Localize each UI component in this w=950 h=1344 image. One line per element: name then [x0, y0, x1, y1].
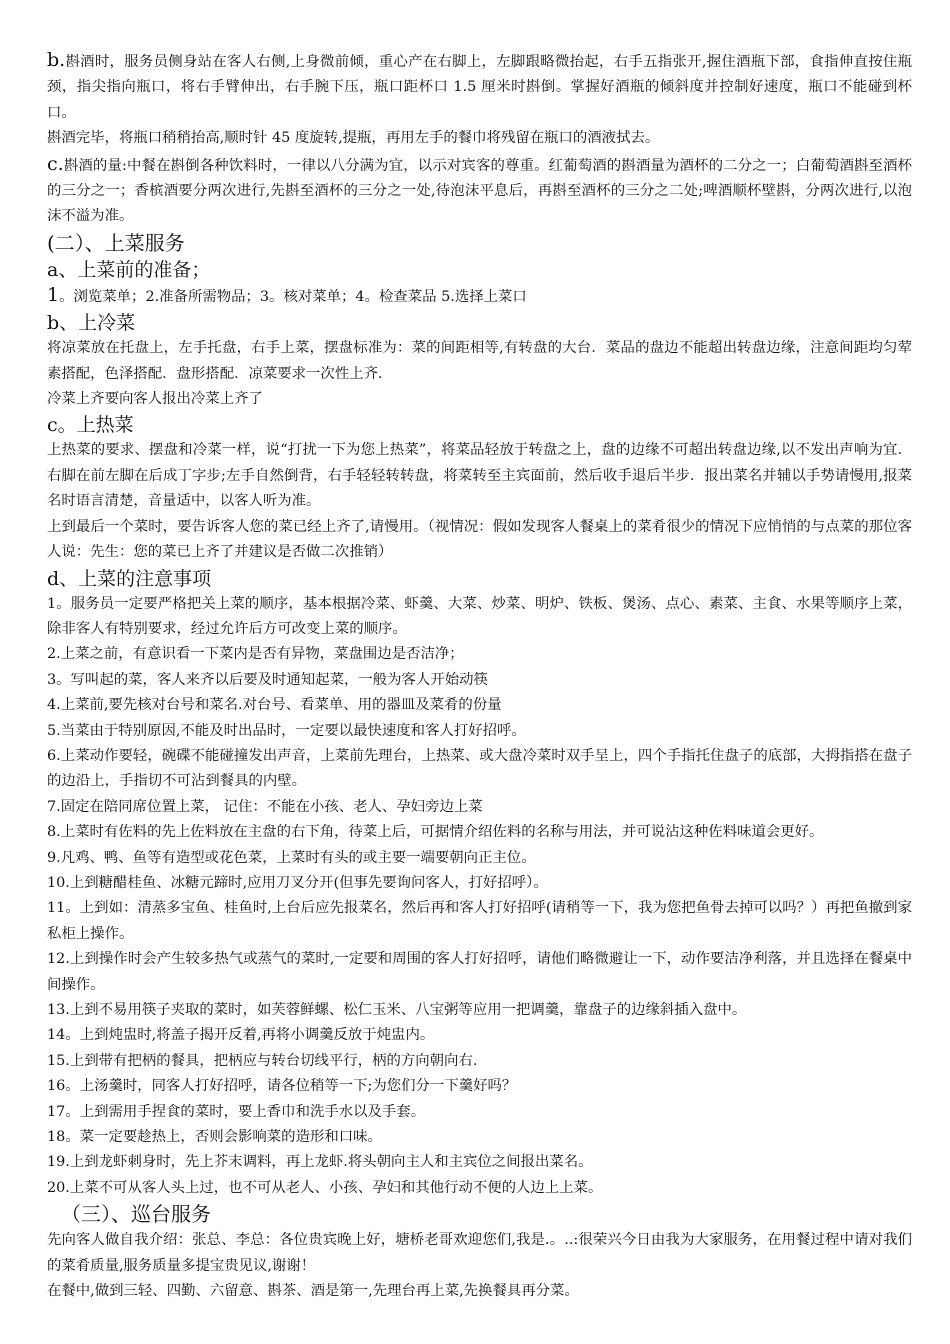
patrol-paragraph-2: 在餐中,做到三轻、四勤、六留意、斟茶、酒是第一,先理台再上菜,先换餐具再分菜。	[47, 1283, 579, 1300]
note-item: 9.凡鸡、鸭、鱼等有造型或花色菜，上菜时有头的或主要一端要朝向正主位。	[47, 849, 536, 866]
note-item: 5.当菜由于特别原因,不能及时出品时，一定要以最快速度和客人打好招呼。	[47, 722, 526, 739]
serve-a-num: 1	[47, 283, 60, 306]
patrol-heading: （三）、巡台服务	[61, 1202, 211, 1227]
note-item: 4.上菜前,要先核对台号和菜名.对台号、看菜单、用的器皿及菜肴的份量	[47, 697, 502, 714]
note-item: 17。上到需用手捏食的菜时，要上香巾和洗手水以及手套。	[47, 1103, 426, 1120]
serve-c-paragraph-1: 上热菜的要求、摆盘和冷菜一样，说“打扰一下为您上热菜”，将菜品轻放于转盘之上，盘的边缘不可超出转盘边缘,以不发出声响为宜．右脚在前左脚在后成丁字步;左手自然倒背，右手轻轻转转盘，将菜转至主宾面前，然后收手退后半步．报出菜名并辅以手势请慢用,报菜名时语言清楚，音量适中，以客人听为准。	[47, 442, 912, 510]
note-item: 8.上菜时有佐料的先上佐料放在主盘的右下角，待菜上后，可据情介绍佐料的名称与用法，并可说沾这种佐料味道会更好。	[47, 824, 824, 841]
pour-c-paragraph	[47, 152, 912, 230]
note-item: 3。写叫起的菜，客人来齐以后要及时通知起菜，一般为客人开始动筷	[47, 671, 488, 688]
serve-b-heading: b、上冷菜	[47, 312, 136, 335]
pour-c-text: 斟酒的量:中餐在斟倒各种饮料时，一律以八分满为宜，以示对宾客的尊重。红葡萄酒的斟酒量为酒杯的二分之一；白葡萄酒斟至酒杯的三分之一；香槟酒要分两次进行,先斟至酒杯的三分之一处,待泡沫平息后，再斟至酒杯的三分之二处;啤酒顺杯壁斟，分两次进行,以泡沫不溢为准。	[47, 157, 912, 225]
notes-list	[47, 592, 912, 1202]
note-item: 7.固定在陪同席位置上菜， 记住：不能在小孩、老人、孕妇旁边上菜	[47, 798, 483, 815]
note-item: 16。上汤羹时，同客人打好招呼，请各位稍等一下;为您们分一下羹好吗？	[47, 1078, 517, 1095]
serve-a-heading: a、上菜前的准备；	[47, 258, 211, 281]
note-item: 6.上菜动作要轻，碗碟不能碰撞发出声音，上菜前先理台，上热菜、或大盘冷菜时双手呈上，四个手指托住盘子的底部，大拇指搭在盘子的边沿上，手指切不可沾到餐具的内壁。	[47, 747, 912, 790]
pour-c-marker: c.	[47, 152, 64, 175]
document-page	[47, 48, 912, 1304]
pour-b-paragraph	[47, 48, 912, 126]
pour-b-marker: b.	[47, 49, 66, 71]
note-item: 13.上到不易用筷子夹取的菜时，如芙蓉鲜螺、松仁玉米、八宝粥等应用一把调羹，靠盘子的边缘斜插入盘中。	[47, 1002, 747, 1018]
serve-c-paragraph-2: 上到最后一个菜时，要告诉客人您的菜已经上齐了,请慢用。（视情况：假如发现客人餐桌上的菜肴很少的情况下应悄悄的与点菜的那位客人说：先生：您的菜已上齐了并建议是否做二次推销）	[47, 518, 912, 561]
note-item: 20.上菜不可从客人头上过，也不可从老人、小孩、孕妇和其他行动不便的人边上上菜。	[47, 1179, 603, 1196]
note-item: 19.上到龙虾刺身时，先上芥末调料，再上龙虾.将头朝向主人和主宾位之间报出菜名。	[47, 1154, 593, 1171]
note-item: 18。菜一定要趁热上，否则会影响菜的造形和口味。	[47, 1129, 382, 1146]
patrol-paragraph-1: 先向客人做自我介绍：张总、李总：各位贵宾晚上好，塘桥老哥欢迎您们,我是.。..:很荣兴今日由我为大家服务，在用餐过程中请对我们的菜肴质量,服务质量多提宝贵见议,谢谢！	[47, 1232, 912, 1274]
note-item: 14。上到炖盅时,将盖子揭开反着,再将小调羹反放于炖盅内。	[47, 1027, 435, 1044]
serve-b-paragraph-2: 冷菜上齐要向客人报出冷菜上齐了	[47, 391, 263, 408]
note-item: 2.上菜之前，有意识看一下菜内是否有异物，菜盘围边是否洁净；	[47, 646, 464, 663]
note-item: 10.上到糖醋桂鱼、冰糖元蹄时,应用刀叉分开(但事先要询问客人，打好招呼）。	[47, 874, 548, 891]
serve-heading: (二）、上菜服务	[47, 230, 185, 255]
pour-after-paragraph: 斟酒完毕，将瓶口稍稍抬高,顺时针 45 度旋转,提瓶，再用左手的餐巾将残留在瓶口的酒液拭去。	[47, 130, 660, 147]
serve-a-list	[47, 283, 912, 310]
serve-a-list-text: 。浏览菜单；2.准备所需物品；3。核对菜单；4。检查菜品 5.选择上菜口	[59, 288, 527, 305]
note-item: 12.上到操作时会产生较多热气或蒸气的菜时,一定要和周围的客人打好招呼，请他们略微避让一下，动作要洁净利落，并且选择在餐桌中间操作。	[47, 951, 912, 993]
serve-b-paragraph-1: 将凉菜放在托盘上，左手托盘，右手上菜，摆盘标准为：菜的间距相等,有转盘的大台．菜品的盘边不能超出转盘边缘，注意间距均匀荤素搭配，色泽搭配．盘形搭配．凉菜要求一次性上齐．	[47, 340, 912, 382]
serve-d-heading: d、上菜的注意事项	[47, 567, 212, 590]
serve-c-heading: c。上热菜	[47, 414, 134, 437]
note-item: 15.上到带有把柄的餐具，把柄应与转台切线平行，柄的方向朝向右.	[47, 1052, 478, 1069]
note-item: 11。上到如：清蒸多宝鱼、桂鱼时,上台后应先报菜名，然后再和客人打好招呼(请稍等一下，我为您把鱼骨去掉可以吗？）再把鱼撤到家私柜上操作。	[47, 900, 912, 942]
note-item: 1。服务员一定要严格把关上菜的顺序，基本根据冷菜、虾羹、大菜、炒菜、明炉、铁板、煲汤、点心、素菜、主食、水果等顺序上菜，除非客人有特别要求，经过允许后方可改变上菜的顺序。	[47, 595, 912, 637]
pour-b-text: 斟酒时，服务员侧身站在客人右侧,上身微前倾，重心产在右脚上，左脚跟略微抬起，右手五指张开,握住酒瓶下部，食指伸直按住瓶颈，指尖指向瓶口，将右手臂伸出，右手腕下压，瓶口距杯口 1.5 厘米时斟倒。掌握好酒瓶的倾斜度并控制好速度，瓶口不能碰到杯口。	[47, 54, 912, 121]
